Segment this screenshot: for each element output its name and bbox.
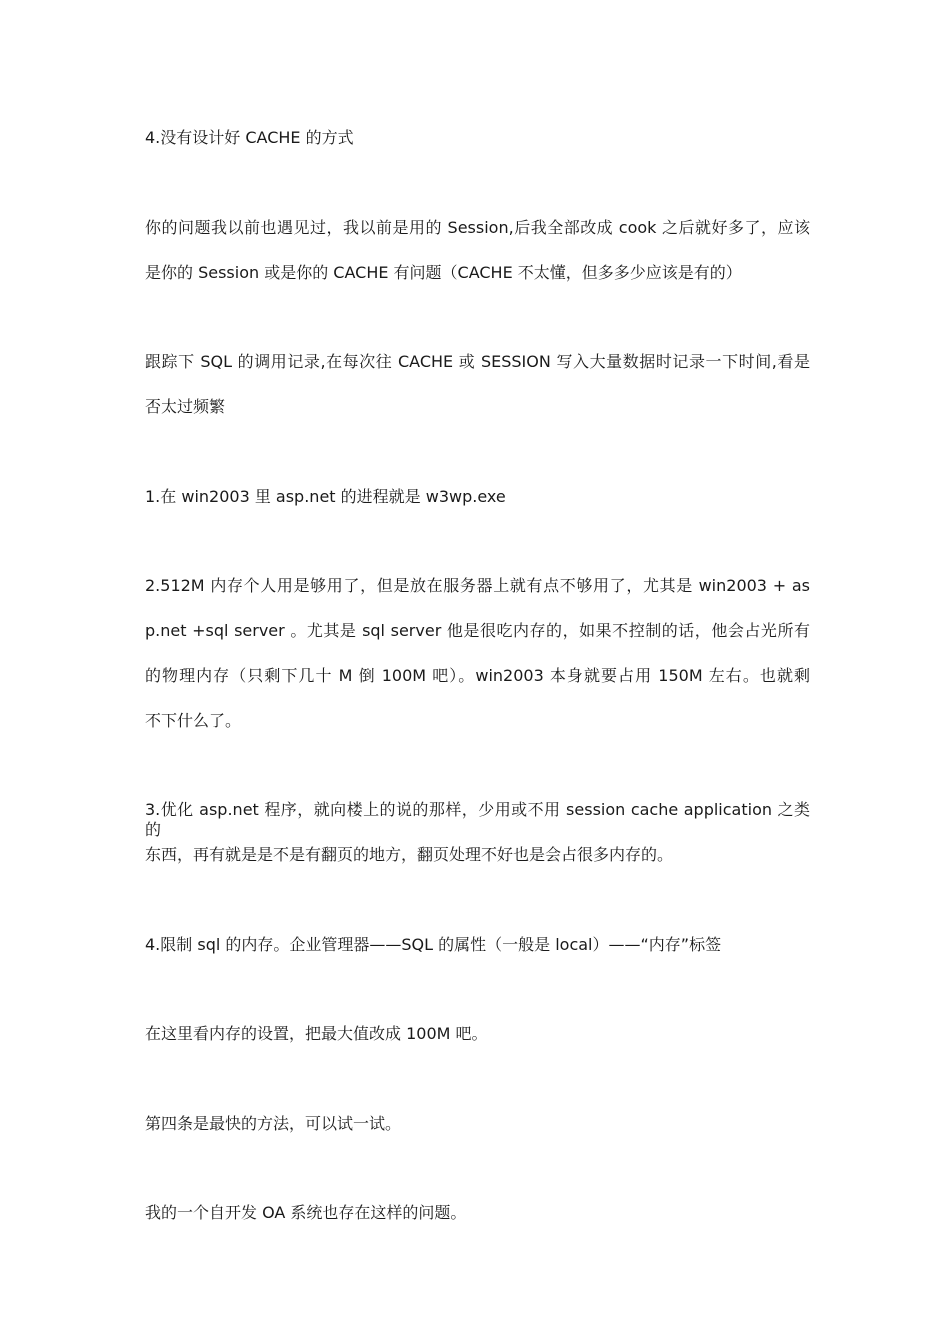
paragraph-line: 否太过频繁 [145,397,226,416]
paragraph-line: 你的问题我以前也遇见过，我以前是用的 Session,后我全部改成 cook 之后就好多了，应该 [145,218,810,237]
paragraph-line: 第四条是最快的方法，可以试一试。 [145,1114,402,1133]
paragraph-line: 我的一个自开发 OA 系统也存在这样的问题。 [145,1203,467,1222]
paragraph-line: 3.优化 asp.net 程序，就向楼上的说的那样，少用或不用 session cache application 之类的 [145,800,810,839]
paragraph-line: 的物理内存（只剩下几十 M 倒 100M 吧）。win2003 本身就要占用 150M 左右。也就剩 [145,666,810,685]
paragraph-line: 4.限制 sql 的内存。企业管理器——SQL 的属性（一般是 local）——“内存”标签 [145,935,722,954]
paragraph-line: 东西，再有就是是不是有翻页的地方，翻页处理不好也是会占很多内存的。 [145,845,674,864]
heading-cache: 4.没有设计好 CACHE 的方式 [145,128,354,147]
paragraph-line: 1.在 win2003 里 asp.net 的进程就是 w3wp.exe [145,487,506,506]
paragraph-line: 跟踪下 SQL 的调用记录,在每次往 CACHE 或 SESSION 写入大量数据时记录一下时间,看是 [145,352,810,371]
paragraph-line: 是你的 Session 或是你的 CACHE 有问题（CACHE 不太懂，但多多少应该是有的） [145,263,742,282]
paragraph-line: 2.512M 内存个人用是够用了，但是放在服务器上就有点不够用了，尤其是 win2003 + as [145,576,810,595]
paragraph-line: 不下什么了。 [145,711,242,730]
paragraph-line: p.net +sql server 。尤其是 sql server 他是很吃内存的，如果不控制的话，他会占光所有 [145,621,810,640]
paragraph-line: 在这里看内存的设置，把最大值改成 100M 吧。 [145,1024,488,1043]
